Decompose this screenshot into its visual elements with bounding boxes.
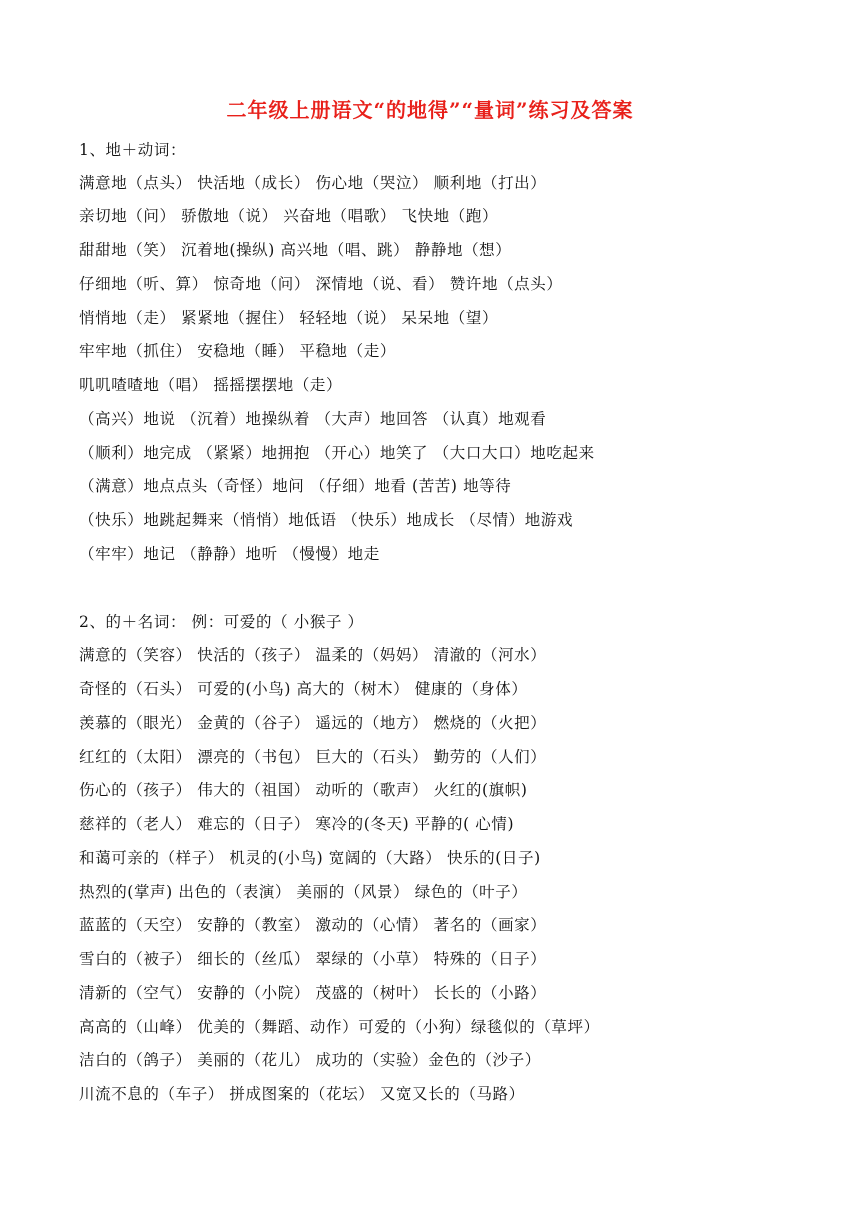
section1-line: 仔细地（听、算） 惊奇地（问） 深情地（说、看） 赞许地（点头） [79, 275, 563, 293]
section1-line: （满意）地点点头（奇怪）地问 （仔细）地看 (苦苦) 地等待 [79, 477, 512, 495]
section2-line: 高高的（山峰） 优美的（舞蹈、动作）可爱的（小狗）绿毯似的（草坪） [79, 1018, 600, 1036]
section1-line: （高兴）地说 （沉着）地操纵着 （大声）地回答 （认真）地观看 [79, 410, 547, 428]
section2-line: 伤心的（孩子） 伟大的（祖国） 动听的（歌声） 火红的(旗帜) [79, 781, 528, 799]
section1-line: 满意地（点头） 快活地（成长） 伤心地（哭泣） 顺利地（打出） [79, 174, 547, 192]
section1-line: （顺利）地完成 （紧紧）地拥抱 （开心）地笑了 （大口大口）地吃起来 [79, 444, 595, 462]
section2-line: 红红的（太阳） 漂亮的（书包） 巨大的（石头） 勤劳的（人们） [79, 748, 547, 766]
section1-line: （牢牢）地记 （静静）地听 （慢慢）地走 [79, 545, 380, 563]
section2-line: 清新的（空气） 安静的（小院） 茂盛的（树叶） 长长的（小路） [79, 984, 547, 1002]
section2-line: 热烈的(掌声) 出色的（表演） 美丽的（风景） 绿色的（叶子） [79, 883, 528, 901]
section2-line: 川流不息的（车子） 拼成图案的（花坛） 又宽又长的（马路） [79, 1085, 525, 1103]
page-title: 二年级上册语文“的地得”“量词”练习及答案 [226, 98, 634, 122]
section1-line: 叽叽喳喳地（唱） 摇摇摆摆地（走） [79, 376, 343, 394]
section2-heading: 2、的＋名词： 例：可爱的（ 小猴子 ） [79, 613, 364, 631]
section1-line: （快乐）地跳起舞来（悄悄）地低语 （快乐）地成长 （尽情）地游戏 [79, 511, 574, 529]
section2-line: 羡慕的（眼光） 金黄的（谷子） 遥远的（地方） 燃烧的（火把） [79, 714, 547, 732]
section2-line: 满意的（笑容） 快活的（孩子） 温柔的（妈妈） 清澈的（河水） [79, 646, 547, 664]
section1-line: 甜甜地（笑） 沉着地(操纵) 高兴地（唱、跳） 静静地（想） [79, 241, 512, 259]
section1-line: 悄悄地（走） 紧紧地（握住） 轻轻地（说） 呆呆地（望） [79, 309, 499, 327]
section1-line: 亲切地（问） 骄傲地（说） 兴奋地（唱歌） 飞快地（跑） [79, 207, 499, 225]
section2-line: 蓝蓝的（天空） 安静的（教室） 激动的（心情） 著名的（画家） [79, 916, 547, 934]
section1-heading: 1、地＋动词： [79, 141, 187, 159]
section2-line: 慈祥的（老人） 难忘的（日子） 寒冷的(冬天) 平静的( 心情) [79, 815, 515, 833]
section2-line: 和蔼可亲的（样子） 机灵的(小鸟) 宽阔的（大路） 快乐的(日子) [79, 849, 541, 867]
section2-line: 雪白的（被子） 细长的（丝瓜） 翠绿的（小草） 特殊的（日子） [79, 950, 547, 968]
section1-line: 牢牢地（抓住） 安稳地（睡） 平稳地（走） [79, 342, 396, 360]
section2-line: 洁白的（鸽子） 美丽的（花儿） 成功的（实验）金色的（沙子） [79, 1051, 541, 1069]
section2-line: 奇怪的（石头） 可爱的(小鸟) 高大的（树木） 健康的（身体） [79, 680, 528, 698]
